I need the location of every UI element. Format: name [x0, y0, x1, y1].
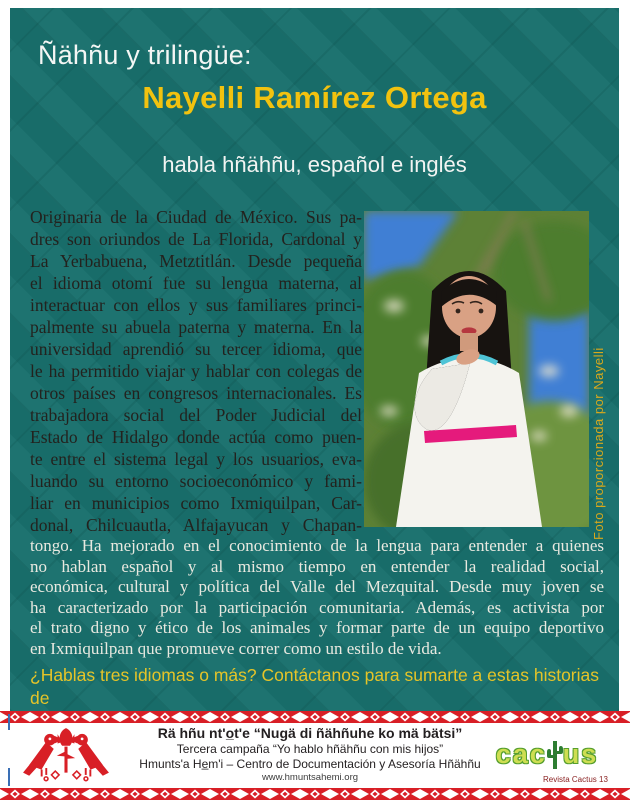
- text-line: el idioma otomí fue su lengua materna, al: [30, 273, 362, 293]
- portrait-photo: [364, 211, 589, 527]
- footer-title: Rä hñu nt'o̲t'e “Nugä di ñähñuhe ko mä bätsi”: [157, 725, 463, 741]
- cactus-magazine-logo: [482, 737, 612, 771]
- text-line: Originaria de la Ciudad de México. Sus pa-: [30, 207, 362, 227]
- text-line: interactuar con ellos y sus familiares princi-: [30, 295, 362, 315]
- page-subtitle: habla hñähñu, español e inglés: [162, 152, 467, 177]
- text-line: palmente su abuela paterna y materna. En la: [30, 317, 362, 337]
- bio-paragraph-full-width: [30, 536, 604, 660]
- footer-text-block: [115, 725, 505, 783]
- text-line: donal, Chilcuautla, Alfajayucan y Chapan-: [30, 515, 362, 535]
- text-line: La Yerbabuena, Metztitlán. Desde pequeña: [30, 251, 362, 271]
- ornament-band-top: [0, 711, 630, 723]
- left-bird: [23, 734, 63, 777]
- photo-credit: Foto proporcionada por Nayelli: [591, 347, 606, 540]
- cactus-logo-text-left: cac: [495, 738, 547, 769]
- bird-logo-icon: [20, 725, 112, 785]
- ornament-band-bottom: [0, 788, 630, 800]
- magazine-credit: Revista Cactus 13: [543, 775, 608, 784]
- text-line: universidad aprendió su tercer idioma, que: [30, 339, 362, 359]
- footer: [0, 723, 630, 788]
- bio-paragraph: [30, 206, 362, 536]
- footer-campaign: Tercera campaña “Yo hablo hñähñu con mis hijos”: [176, 742, 444, 756]
- text-line: le ha permitido viajar y hablar con colegas de: [30, 361, 362, 381]
- page-title: Nayelli Ramírez Ortega: [142, 80, 487, 115]
- text-line: el trato digno y ético de los animales y formar parte de un equipo deportivo: [30, 618, 604, 638]
- teal-content-panel: [10, 8, 619, 711]
- text-line: luando su entorno socioeconómico y fami-: [30, 471, 362, 491]
- contact-line-1: ¿Hablas tres idiomas o más? Contáctanos para sumarte a estas historias de: [30, 665, 600, 708]
- text-line: dres son oriundos de La Florida, Cardonal y: [30, 229, 362, 249]
- cactus-logo-text-right: us: [562, 738, 599, 769]
- crop-mark: [8, 714, 10, 730]
- text-line: tongo. Ha mejorado en el conocimiento de la lengua para entender a quienes: [30, 536, 604, 555]
- text-line: económica, cultural y política del Valle del Mezquital. Desde muy joven se: [30, 577, 604, 597]
- text-line: liar en municipios como Ixmiquilpan, Car-: [30, 493, 362, 513]
- text-line: Estado de Hidalgo donde actúa como puen-: [30, 427, 362, 447]
- text-line: en Ixmiquilpan que promueve correr como un estilo de vida.: [30, 638, 442, 658]
- cactus-icon: [547, 739, 563, 769]
- portrait-photo-illustration: [364, 211, 589, 527]
- text-line: te entre el sistema legal y los usuarios, eva-: [30, 449, 362, 469]
- crop-mark: [8, 768, 10, 786]
- right-bird: [69, 734, 109, 777]
- footer-organization: Hmunts'a He̲m'i – Centro de Documentación y Asesoría Hñähñu: [139, 757, 481, 771]
- text-line: no hablan español y al mismo tiempo en entender la realidad social,: [30, 556, 604, 576]
- text-line: ha caracterizado por la participación comunitaria. Además, es activista por: [30, 597, 604, 617]
- text-line: otros países en congresos internacionales. Es: [30, 383, 362, 403]
- center-flower: [57, 728, 75, 772]
- text-line: trabajadora social del Poder Judicial del: [30, 405, 362, 425]
- footer-website[interactable]: www.hmuntsahemi.org: [261, 772, 359, 783]
- page-kicker: Ñähñu y trilingüe:: [38, 40, 252, 70]
